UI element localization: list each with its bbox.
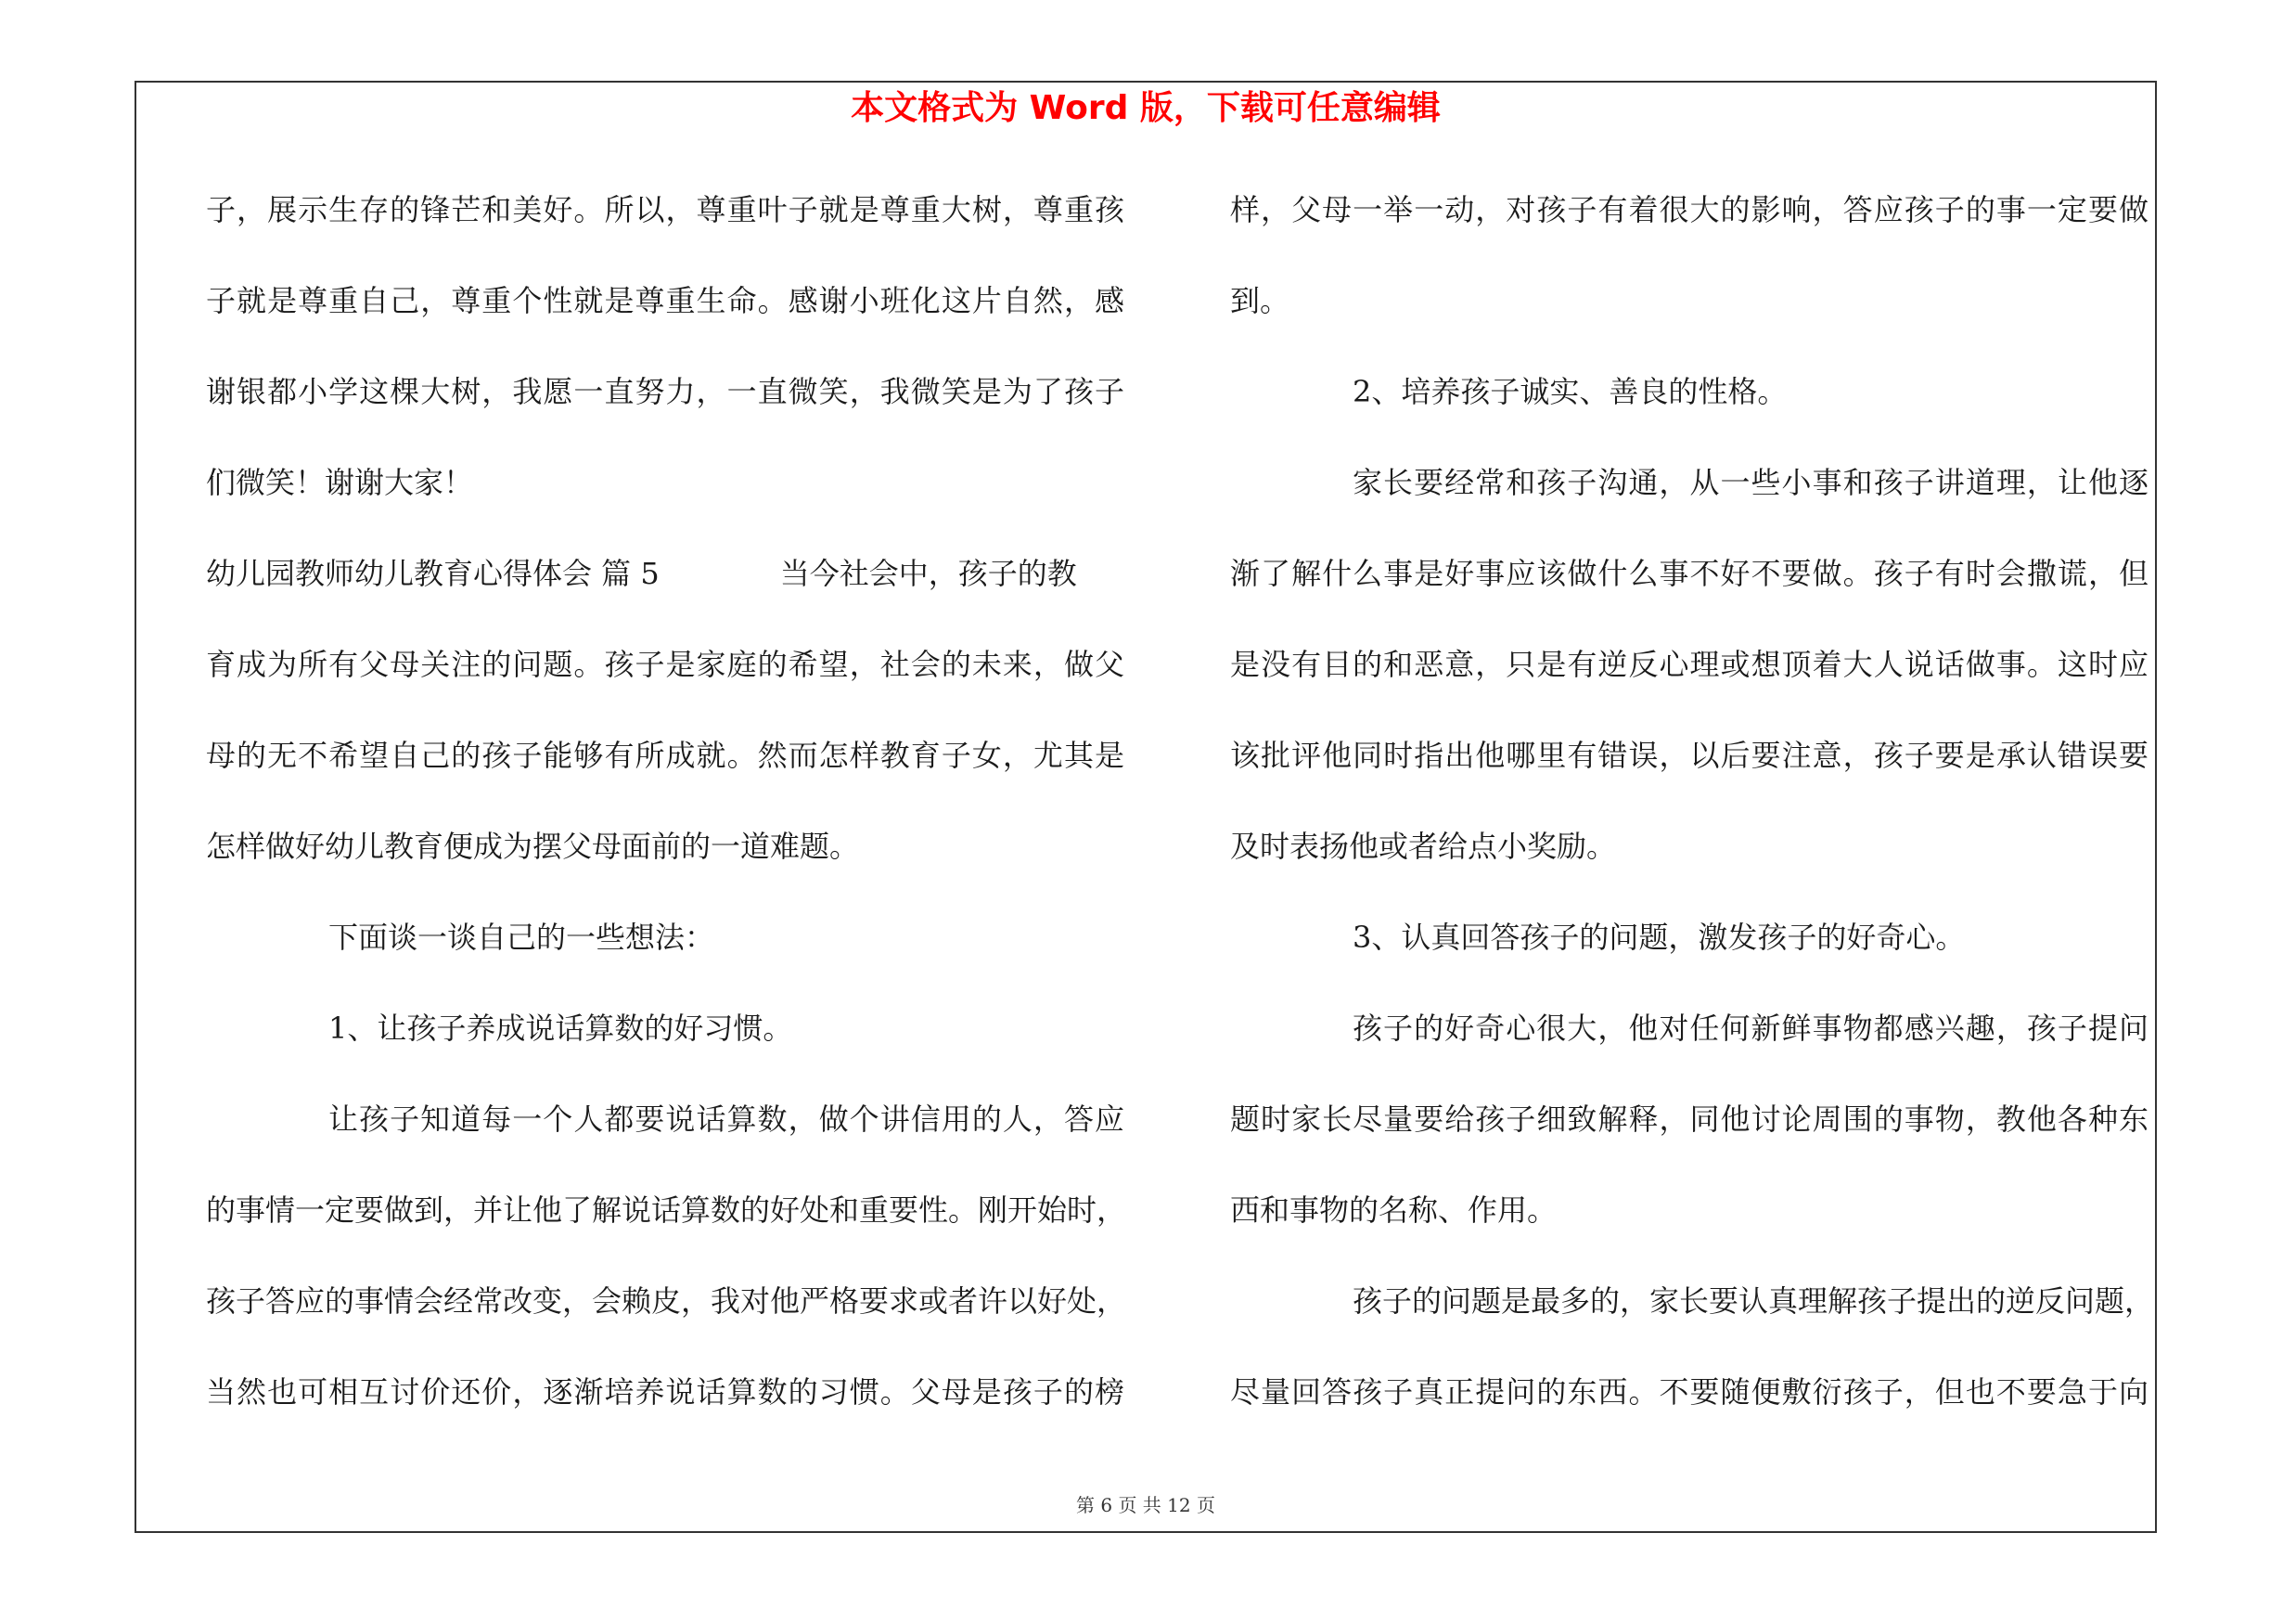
text-line: 孩子的好奇心很大，他对任何新鲜事物都感兴趣，孩子提问 [1353, 1011, 2148, 1046]
page-number: 第 6 页 共 12 页 [1076, 1494, 1215, 1516]
text-line: 该批评他同时指出他哪里有错误，以后要注意，孩子要是承认错误要 [1230, 738, 2148, 773]
right-column [1230, 182, 2155, 1455]
text-line: 谢银都小学这棵大树，我愿一直努力，一直微笑，我微笑是为了孩子 [206, 374, 1124, 409]
list-heading: 1、让孩子养成说话算数的好习惯。 [328, 1011, 793, 1046]
text-line: 渐了解什么事是好事应该做什么事不好不要做。孩子有时会撒谎，但 [1230, 556, 2148, 591]
text-line: 子就是尊重自己，尊重个性就是尊重生命。感谢小班化这片自然，感 [206, 283, 1124, 318]
text-line: 育成为所有父母关注的问题。孩子是家庭的希望，社会的未来，做父 [206, 647, 1124, 682]
text-line: 下面谈一谈自己的一些想法： [328, 920, 715, 955]
text-line: 及时表扬他或者给点小奖励。 [1230, 829, 1617, 864]
text-line: 子，展示生存的锋芒和美好。所以，尊重叶子就是尊重大树，尊重孩 [206, 192, 1124, 227]
section-heading: 幼儿园教师幼儿教育心得体会 篇 5 [206, 556, 660, 591]
text-line: 让孩子知道每一个人都要说话算数，做个讲信用的人，答应 [328, 1101, 1124, 1137]
text-line: 是没有目的和恶意，只是有逆反心理或想顶着大人说话做事。这时应 [1230, 647, 2148, 682]
list-heading: 2、培养孩子诚实、善良的性格。 [1353, 374, 1788, 409]
text-line: 西和事物的名称、作用。 [1230, 1192, 1558, 1228]
list-heading: 3、认真回答孩子的问题，激发孩子的好奇心。 [1353, 920, 1966, 955]
text-line: 们微笑！谢谢大家！ [206, 465, 474, 500]
left-column [206, 182, 1127, 1455]
text-line: 母的无不希望自己的孩子能够有所成就。然而怎样教育子女，尤其是 [206, 738, 1124, 773]
text-line: 孩子的问题是最多的，家长要认真理解孩子提出的逆反问题， [1353, 1283, 2155, 1319]
text-line: 样，父母一举一动，对孩子有着很大的影响，答应孩子的事一定要做 [1230, 192, 2148, 227]
text-line: 孩子答应的事情会经常改变，会赖皮，我对他严格要求或者许以好处， [206, 1283, 1127, 1319]
text-line: 题时家长尽量要给孩子细致解释，同他讨论周围的事物，教他各种东 [1230, 1101, 2148, 1137]
text-line: 尽量回答孩子真正提问的东西。不要随便敷衍孩子，但也不要急于向 [1230, 1374, 2148, 1410]
section-intro: 当今社会中，孩子的教 [779, 556, 1077, 591]
text-line: 的事情一定要做到，并让他了解说话算数的好处和重要性。刚开始时， [206, 1192, 1127, 1228]
text-line: 怎样做好幼儿教育便成为摆父母面前的一道难题。 [206, 829, 860, 864]
text-line: 家长要经常和孩子沟通，从一些小事和孩子讲道理，让他逐 [1353, 465, 2148, 500]
text-line: 当然也可相互讨价还价，逐渐培养说话算数的习惯。父母是孩子的榜 [206, 1374, 1124, 1410]
text-line: 到。 [1230, 283, 1290, 318]
section-heading-line [206, 546, 1124, 637]
format-banner: 本文格式为 Word 版，下载可任意编辑 [851, 89, 1441, 127]
